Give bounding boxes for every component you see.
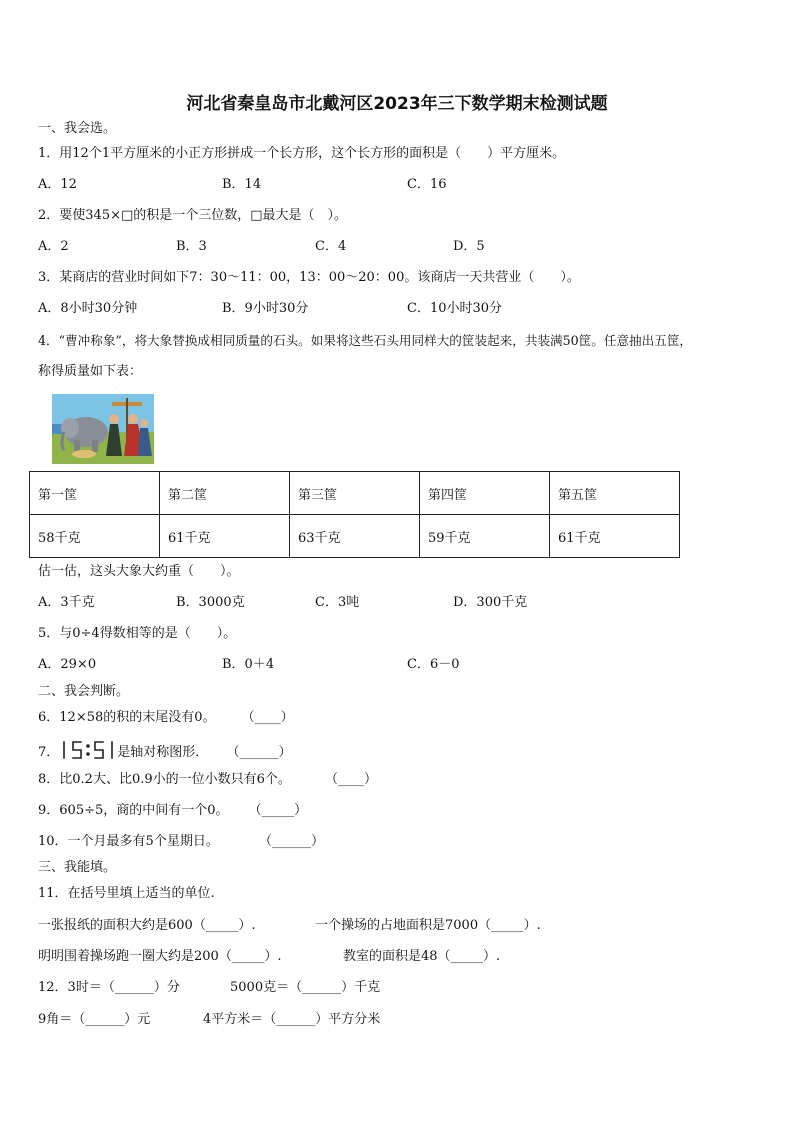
q2-option-c[interactable]: C．4 <box>315 239 347 254</box>
q5-option-a[interactable]: A．29×0 <box>38 657 97 672</box>
table-header-cell: 第三筐 <box>290 472 420 515</box>
digital-clock-figure <box>61 741 115 764</box>
q4-option-d[interactable]: D．300千克 <box>453 595 528 610</box>
table-header-cell: 第二筐 <box>160 472 290 515</box>
question-8-text: 8．比0.2大、比0.9小的一位小数只有6个。 <box>38 772 291 787</box>
question-9 <box>38 803 307 819</box>
q3-option-c[interactable]: C．10小时30分 <box>407 301 503 316</box>
question-9-text: 9．605÷5，商的中间有一个0。 <box>38 803 229 818</box>
answer-blank[interactable]: （____） <box>325 772 378 787</box>
q5-option-c[interactable]: C．6－0 <box>407 657 460 672</box>
question-4-estimate: 估一估，这头大象大约重（ ）。 <box>38 564 240 579</box>
q2-option-a[interactable]: A．2 <box>38 239 69 254</box>
table-header-cell: 第五筐 <box>550 472 680 515</box>
q4-option-c[interactable]: C．3吨 <box>315 595 360 610</box>
q12-item-jiao[interactable]: 9角＝（______）元 <box>38 1012 151 1027</box>
question-7 <box>38 741 291 764</box>
answer-blank[interactable]: （_____） <box>248 803 308 818</box>
q12-item-grams[interactable]: 5000克＝（______）千克 <box>230 980 381 995</box>
table-cell: 58千克 <box>30 515 160 558</box>
question-11: 11．在括号里填上适当的单位. <box>38 886 215 901</box>
table-cell: 59千克 <box>420 515 550 558</box>
table-row <box>30 515 680 558</box>
q11-item-running-lap[interactable]: 明明围着操场跑一圈大约是200（_____）. <box>38 949 282 964</box>
q1-option-b[interactable]: B．14 <box>222 177 262 192</box>
answer-blank[interactable]: （______） <box>258 834 324 849</box>
q1-option-a[interactable]: A．12 <box>38 177 77 192</box>
question-5: 5．与0÷4得数相等的是（ ）。 <box>38 626 237 641</box>
basket-weight-table <box>29 471 680 558</box>
question-10-text: 10．一个月最多有5个星期日。 <box>38 834 219 849</box>
q3-option-a[interactable]: A．8小时30分钟 <box>38 301 138 316</box>
question-1: 1．用12个1平方厘米的小正方形拼成一个长方形，这个长方形的面积是（ ）平方厘米。 <box>38 146 566 161</box>
question-6 <box>38 710 294 726</box>
table-header-cell: 第四筐 <box>420 472 550 515</box>
q5-option-b[interactable]: B．0＋4 <box>222 657 275 672</box>
answer-blank[interactable]: （____） <box>241 710 294 725</box>
q11-item-newspaper[interactable]: 一张报纸的面积大约是600（_____）. <box>38 918 256 933</box>
q4-option-b[interactable]: B．3000克 <box>176 595 245 610</box>
table-cell: 63千克 <box>290 515 420 558</box>
q4-option-a[interactable]: A．3千克 <box>38 595 95 610</box>
q12-item-square-meters[interactable]: 4平方米＝（______）平方分米 <box>203 1012 381 1027</box>
table-cell: 61千克 <box>550 515 680 558</box>
question-3: 3．某商店的营业时间如下7：30～11：00，13：00～20：00。该商店一天共营业（ ）。 <box>38 270 580 285</box>
question-7-prefix: 7． <box>38 745 60 760</box>
cao-chong-elephant-illustration <box>52 394 154 464</box>
q1-option-c[interactable]: C．16 <box>407 177 447 192</box>
q12-item-hours[interactable]: 12．3时＝（______）分 <box>38 980 180 995</box>
question-7-suffix: 是轴对称图形． <box>117 745 209 760</box>
table-header-cell: 第一筐 <box>30 472 160 515</box>
page-title: 河北省秦皇岛市北戴河区2023年三下数学期末检测试题 <box>186 94 608 114</box>
question-4-line-2: 称得质量如下表： <box>38 364 143 379</box>
q11-item-classroom-area[interactable]: 教室的面积是48（_____）. <box>343 949 501 964</box>
q3-option-b[interactable]: B．9小时30分 <box>222 301 309 316</box>
answer-blank[interactable]: （______） <box>226 745 292 760</box>
table-cell: 61千克 <box>160 515 290 558</box>
section-heading-fill: 三、我能填。 <box>38 860 117 875</box>
question-4-line-1: 4．“曹冲称象”，将大象替换成相同质量的石头。如果将这些石头用同样大的筐装起来，共装满50筐。任意抽出五筐， <box>38 333 693 348</box>
q2-option-b[interactable]: B．3 <box>176 239 207 254</box>
question-6-text: 6．12×58的积的末尾没有0。 <box>38 710 216 725</box>
q2-option-d[interactable]: D．5 <box>453 239 485 254</box>
question-10 <box>38 834 324 850</box>
section-heading-judge: 二、我会判断。 <box>38 684 130 699</box>
section-heading-choice: 一、我会选。 <box>38 121 117 136</box>
question-2: 2．要使345×□的积是一个三位数，□最大是（ ）。 <box>38 208 348 223</box>
question-8 <box>38 772 377 788</box>
q11-item-playground-area[interactable]: 一个操场的占地面积是7000（_____）. <box>315 918 541 933</box>
table-header-row <box>30 472 680 515</box>
